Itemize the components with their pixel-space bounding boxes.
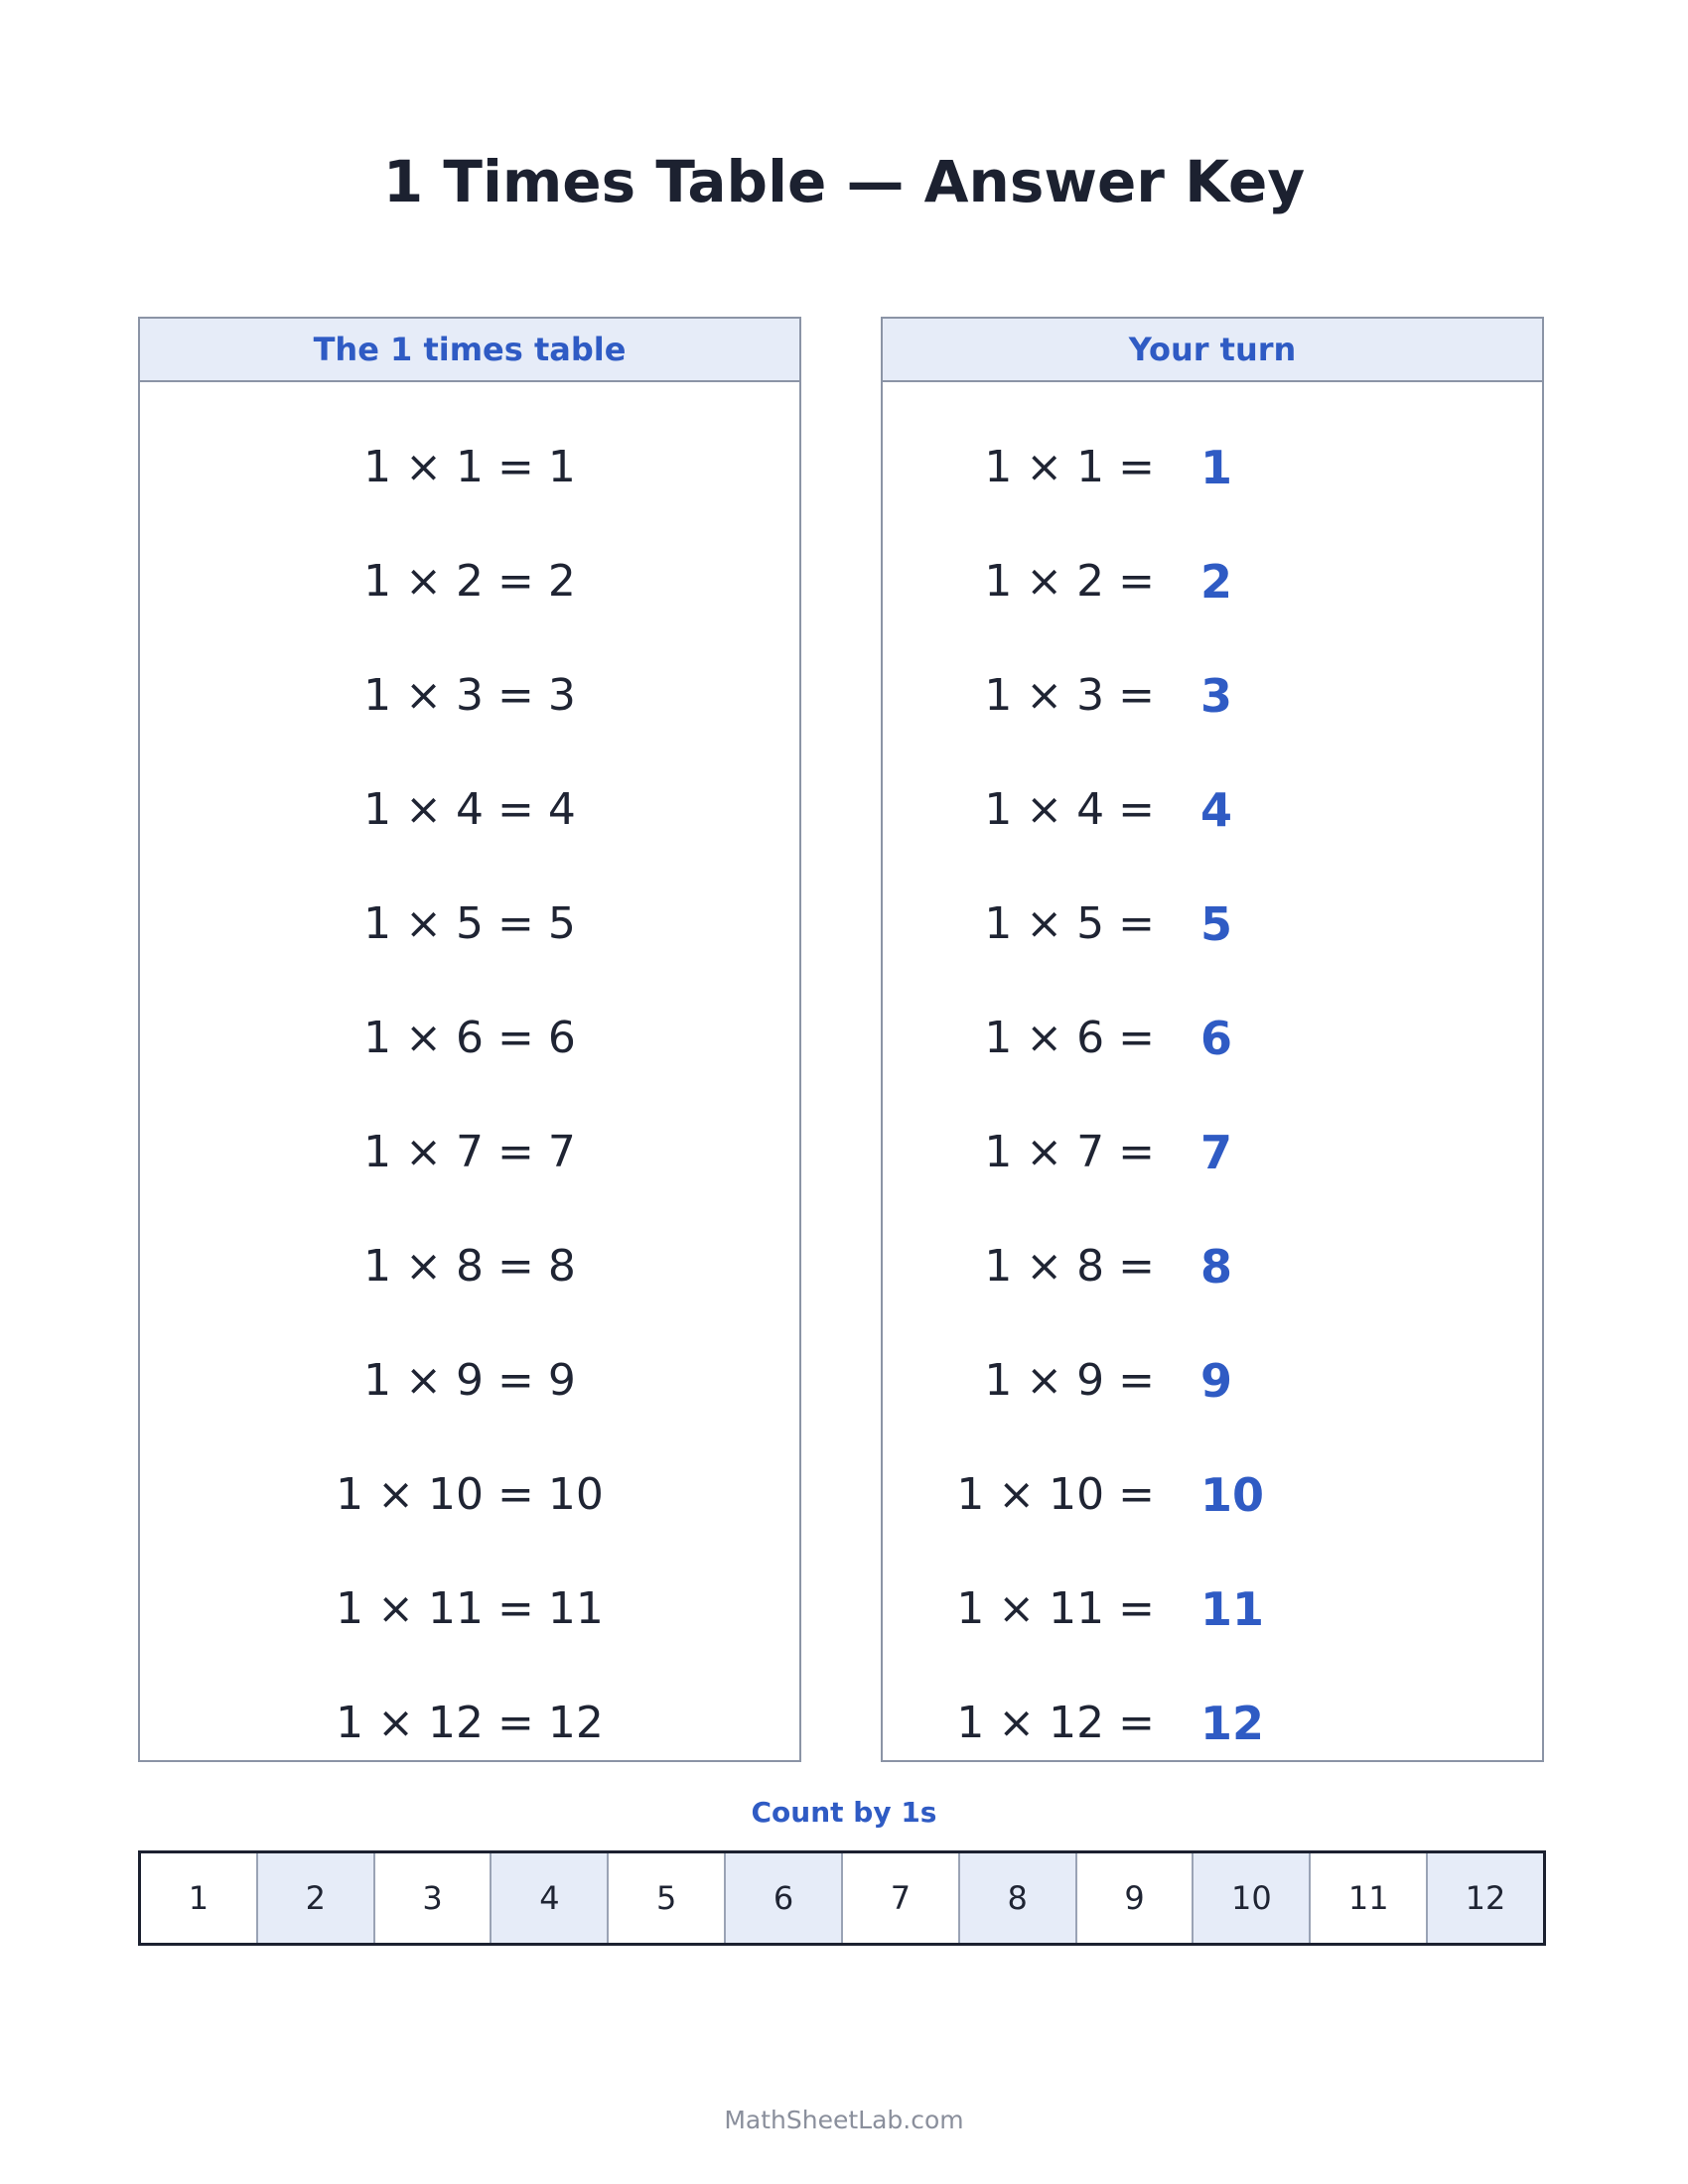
problem-text: 1 × 7 = — [984, 1127, 1155, 1177]
equation-row: 1 × 2 = 2 — [363, 556, 576, 607]
count-cell: 10 — [1194, 1853, 1311, 1943]
problem-text: 1 × 4 = — [984, 784, 1155, 835]
equation-row: 1 × 3 = 3 — [363, 670, 576, 721]
problem-text: 1 × 6 = — [984, 1013, 1155, 1063]
answer-text: 5 — [1200, 897, 1233, 951]
answer-text: 2 — [1200, 555, 1233, 609]
times-table-rows — [140, 382, 799, 1760]
count-by-label: Count by 1s — [751, 1796, 937, 1829]
equation-row: 1 × 11 = 11 — [336, 1583, 604, 1634]
your-turn-rows — [883, 382, 1542, 1760]
problem-text: 1 × 3 = — [984, 670, 1155, 721]
problem-text: 1 × 2 = — [984, 556, 1155, 607]
count-cell: 12 — [1428, 1853, 1543, 1943]
your-turn-heading: Your turn — [883, 319, 1542, 382]
count-cell: 11 — [1311, 1853, 1428, 1943]
equation-row: 1 × 1 = 1 — [363, 442, 576, 492]
problem-text: 1 × 11 = — [956, 1583, 1155, 1634]
count-cell: 7 — [843, 1853, 960, 1943]
equation-row: 1 × 10 = 10 — [336, 1469, 604, 1520]
answer-text: 9 — [1200, 1354, 1233, 1408]
practice-row — [883, 1694, 1542, 1753]
answer-text: 7 — [1200, 1126, 1233, 1179]
practice-row — [883, 1351, 1542, 1411]
equation-row: 1 × 7 = 7 — [363, 1127, 576, 1177]
problem-text: 1 × 10 = — [956, 1469, 1155, 1520]
count-cell: 1 — [141, 1853, 258, 1943]
page-title: 1 Times Table — Answer Key — [382, 148, 1306, 215]
count-by-strip — [138, 1850, 1546, 1946]
answer-text: 12 — [1200, 1697, 1265, 1750]
practice-row — [883, 1579, 1542, 1639]
equation-row: 1 × 6 = 6 — [363, 1013, 576, 1063]
your-turn-panel — [881, 317, 1544, 1762]
problem-text: 1 × 12 = — [956, 1698, 1155, 1748]
times-table-panel — [138, 317, 801, 1762]
answer-text: 6 — [1200, 1012, 1233, 1065]
count-cell: 6 — [726, 1853, 843, 1943]
site-footer: MathSheetLab.com — [724, 2106, 964, 2134]
count-cell: 3 — [375, 1853, 492, 1943]
practice-row — [883, 780, 1542, 840]
problem-text: 1 × 8 = — [984, 1241, 1155, 1292]
equation-row: 1 × 8 = 8 — [363, 1241, 576, 1292]
answer-text: 11 — [1200, 1582, 1265, 1636]
count-cell: 8 — [960, 1853, 1077, 1943]
count-cell: 2 — [258, 1853, 375, 1943]
practice-row — [883, 438, 1542, 497]
equation-row: 1 × 12 = 12 — [336, 1698, 604, 1748]
practice-row — [883, 666, 1542, 726]
equation-row: 1 × 5 = 5 — [363, 898, 576, 949]
count-cell: 9 — [1077, 1853, 1195, 1943]
practice-row — [883, 552, 1542, 612]
practice-row — [883, 1237, 1542, 1297]
count-cell: 5 — [609, 1853, 726, 1943]
answer-text: 3 — [1200, 669, 1233, 723]
answer-text: 4 — [1200, 783, 1233, 837]
problem-text: 1 × 1 = — [984, 442, 1155, 492]
count-cell: 4 — [492, 1853, 609, 1943]
problem-text: 1 × 5 = — [984, 898, 1155, 949]
practice-row — [883, 1009, 1542, 1068]
answer-text: 10 — [1200, 1468, 1265, 1522]
equation-row: 1 × 9 = 9 — [363, 1355, 576, 1406]
problem-text: 1 × 9 = — [984, 1355, 1155, 1406]
times-table-heading: The 1 times table — [140, 319, 799, 382]
equation-row: 1 × 4 = 4 — [363, 784, 576, 835]
answer-text: 8 — [1200, 1240, 1233, 1294]
practice-row — [883, 1123, 1542, 1182]
practice-row — [883, 1465, 1542, 1525]
answer-text: 1 — [1200, 441, 1233, 494]
practice-row — [883, 894, 1542, 954]
